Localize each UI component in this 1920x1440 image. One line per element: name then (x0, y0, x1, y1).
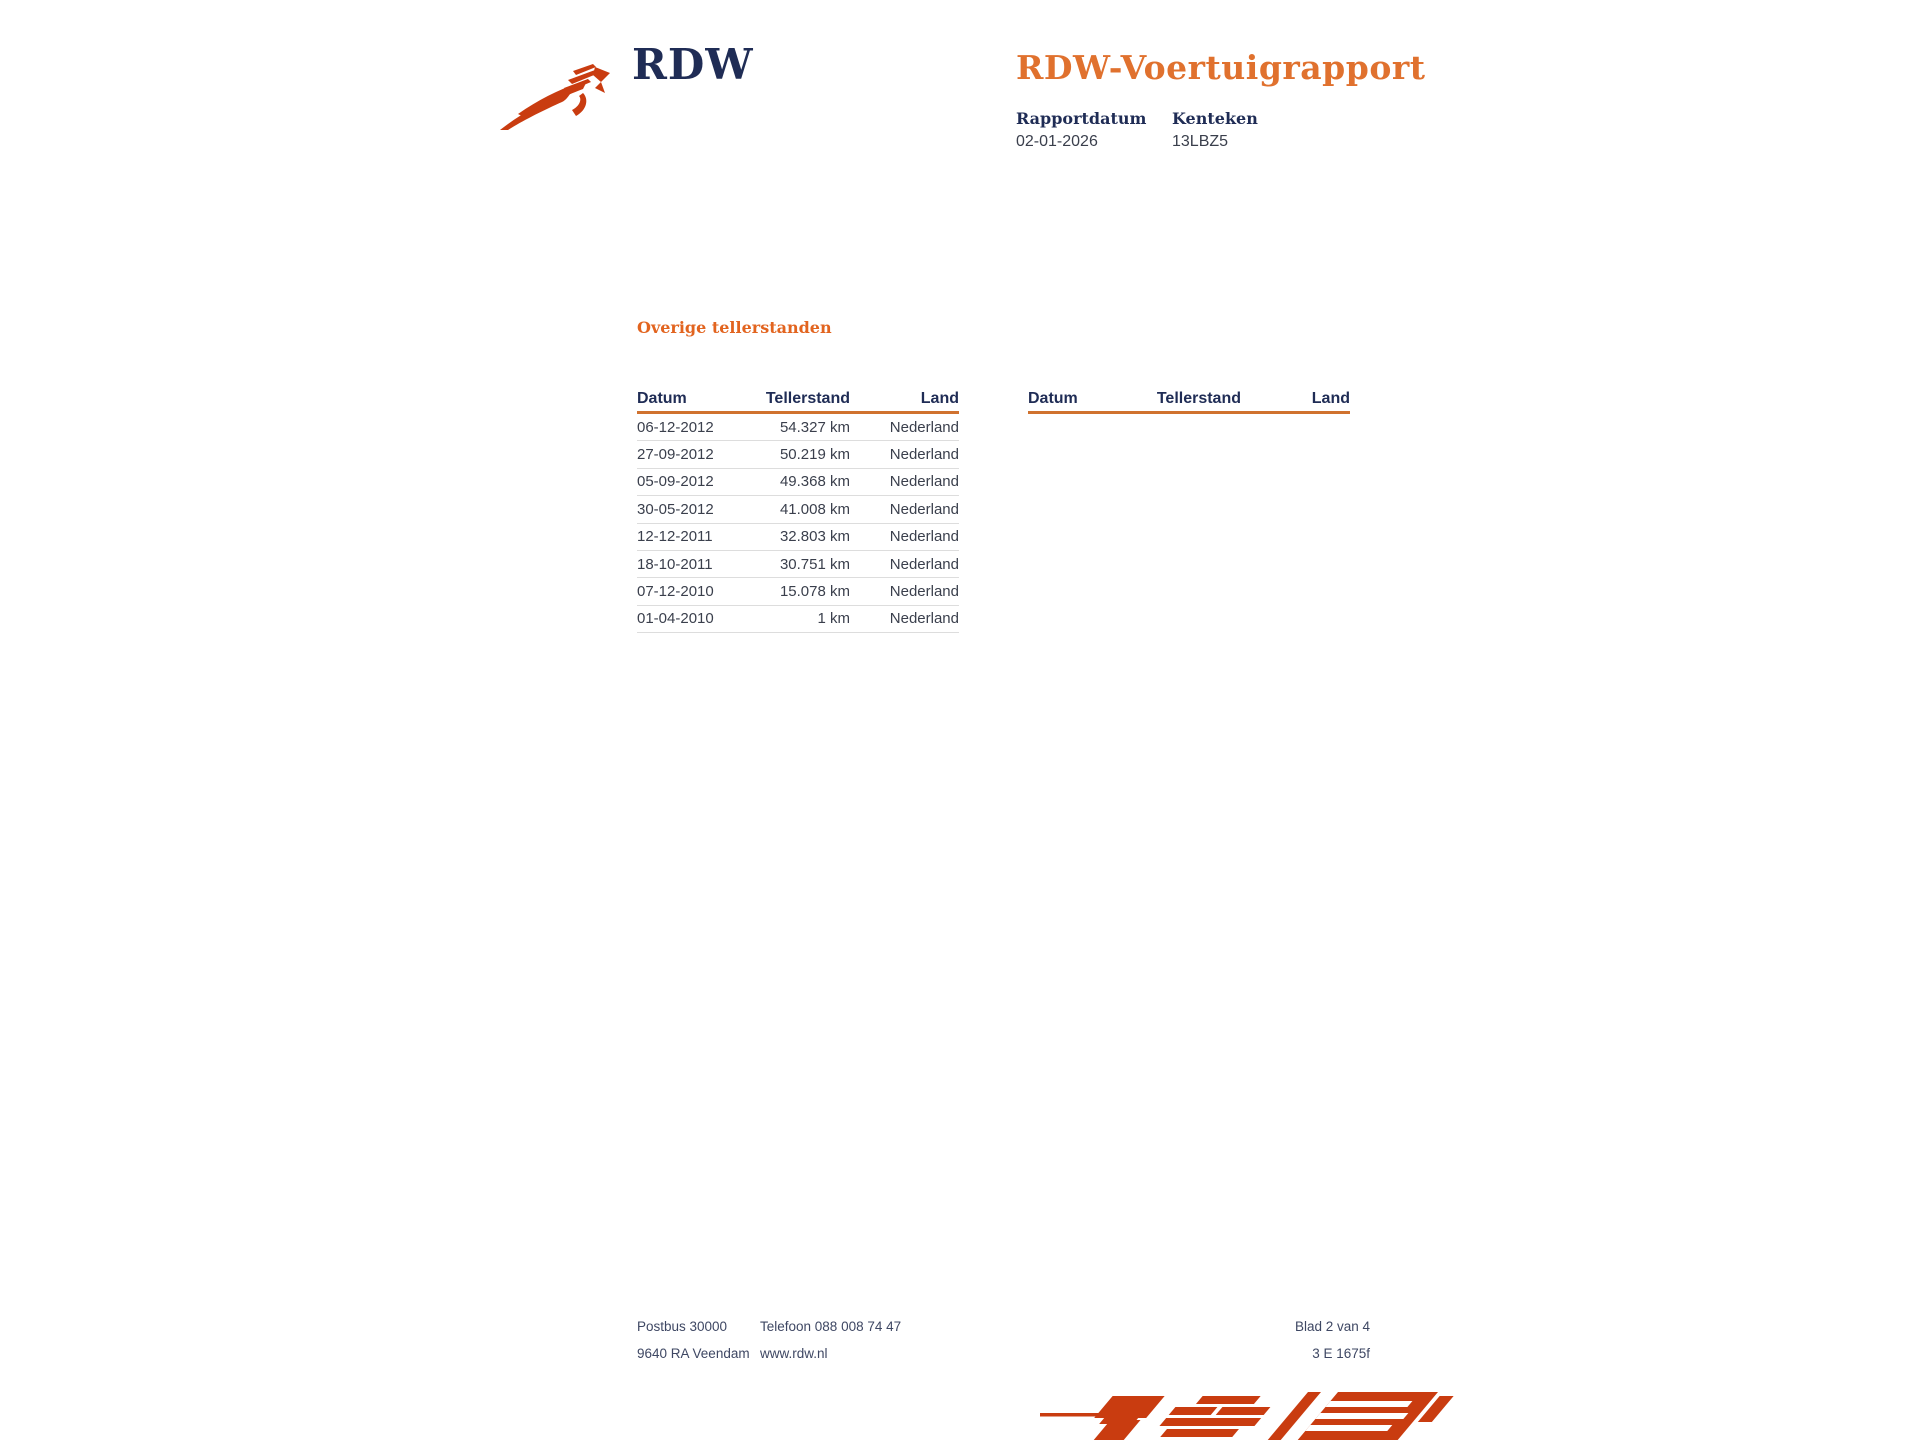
odometer-table-row (637, 414, 959, 441)
odometer-table-row (637, 496, 959, 523)
cell-datum: 05-09-2012 (637, 473, 714, 491)
footer-postbus: Postbus 30000 (637, 1319, 728, 1334)
section-heading-overige-tellerstanden: Overige tellerstanden (637, 318, 832, 337)
cell-datum: 27-09-2012 (637, 446, 714, 464)
odometer-table-row (637, 524, 959, 551)
cell-land: Nederland (889, 610, 959, 628)
column-header-land: Land (920, 390, 959, 407)
cell-land: Nederland (889, 500, 959, 518)
table-header-row (1028, 390, 1350, 414)
report-date-label: Rapportdatum (1016, 109, 1147, 128)
cell-land: Nederland (889, 473, 959, 491)
odometer-table-row (637, 469, 959, 496)
rdw-eagle-logo-icon (498, 58, 620, 134)
odometer-table-row (637, 606, 959, 633)
odometer-table-right (1028, 390, 1350, 414)
footer-city: 9640 RA Veendam (637, 1346, 750, 1361)
column-header-land: Land (1311, 390, 1350, 407)
cell-land: Nederland (889, 528, 959, 546)
footer-contact (760, 1313, 901, 1367)
footer-address (637, 1313, 750, 1367)
cell-land: Nederland (889, 555, 959, 573)
cell-datum: 30-05-2012 (637, 500, 714, 518)
report-date-value: 02-01-2026 (1016, 133, 1098, 150)
column-header-datum: Datum (637, 390, 687, 407)
rdw-logo-wordmark: RDW (632, 40, 754, 89)
cell-datum: 07-12-2010 (637, 583, 714, 601)
odometer-table-row (637, 578, 959, 605)
odometer-table-row (637, 551, 959, 578)
footer-page-info (1150, 1313, 1370, 1367)
cell-tellerstand: 30.751 km (779, 555, 850, 573)
footer-website: www.rdw.nl (760, 1346, 828, 1361)
column-header-tellerstand: Tellerstand (765, 390, 850, 407)
cell-tellerstand: 49.368 km (779, 473, 850, 491)
cell-land: Nederland (889, 583, 959, 601)
odometer-table-row (637, 441, 959, 468)
cell-tellerstand: 41.008 km (779, 500, 850, 518)
cell-tellerstand: 15.078 km (779, 583, 850, 601)
rdw-stripe-flag-pattern-icon (1038, 1392, 1483, 1440)
column-header-datum: Datum (1028, 390, 1078, 407)
license-plate-label: Kenteken (1172, 109, 1258, 128)
footer-page-indicator: Blad 2 van 4 (1294, 1319, 1370, 1334)
cell-tellerstand: 1 km (817, 610, 850, 628)
cell-datum: 01-04-2010 (637, 610, 714, 628)
page-title: RDW-Voertuigrapport (1016, 48, 1426, 87)
cell-tellerstand: 54.327 km (779, 418, 850, 436)
footer-phone: Telefoon 088 008 74 47 (760, 1319, 902, 1334)
odometer-table-left (637, 390, 959, 633)
footer-form-code: 3 E 1675f (1312, 1346, 1370, 1361)
table-header-row (637, 390, 959, 414)
cell-land: Nederland (889, 446, 959, 464)
column-header-tellerstand: Tellerstand (1156, 390, 1241, 407)
cell-land: Nederland (889, 418, 959, 436)
cell-datum: 12-12-2011 (637, 528, 713, 546)
cell-tellerstand: 50.219 km (779, 446, 850, 464)
cell-datum: 06-12-2012 (637, 418, 714, 436)
cell-datum: 18-10-2011 (637, 555, 713, 573)
license-plate-value: 13LBZ5 (1172, 133, 1229, 150)
cell-tellerstand: 32.803 km (779, 528, 850, 546)
